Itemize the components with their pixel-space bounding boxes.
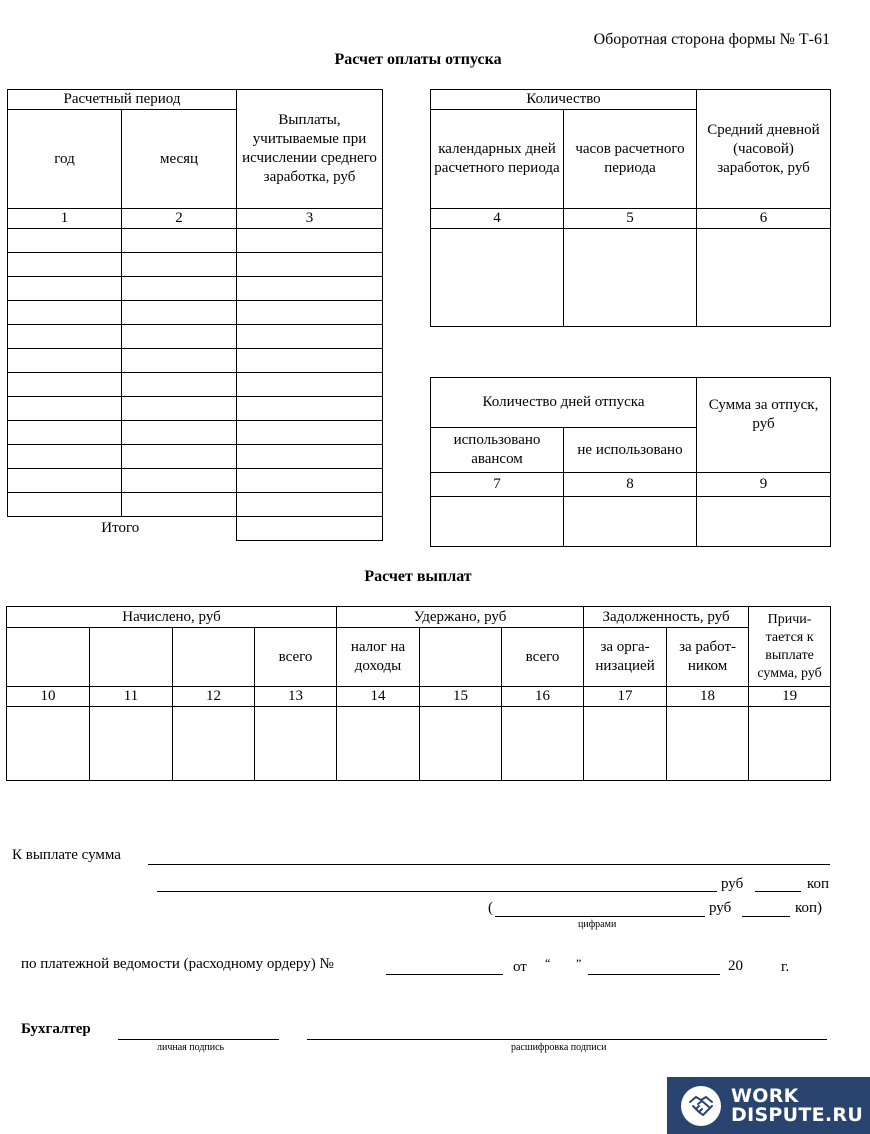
payments-sub-header <box>173 628 255 687</box>
year-cell[interactable] <box>8 469 122 493</box>
col-number: 18 <box>667 687 749 707</box>
digits-rub-label: руб <box>709 900 732 916</box>
payments-cell[interactable] <box>237 397 383 421</box>
month-cell[interactable] <box>122 445 237 469</box>
col-number: 3 <box>237 209 383 229</box>
period-row <box>8 325 383 349</box>
payments-sub-header <box>90 628 173 687</box>
payments-sub-header: всего <box>502 628 584 687</box>
period-row <box>8 229 383 253</box>
payments-cell[interactable] <box>749 707 831 781</box>
payments-sub-header: налог на доходы <box>337 628 420 687</box>
quote-close: ” <box>576 956 582 970</box>
year-cell[interactable] <box>8 493 122 517</box>
col-number: 6 <box>697 209 831 229</box>
payable-label: К выплате сумма <box>12 847 121 863</box>
form-reference: Оборотная сторона формы № Т-61 <box>593 31 830 48</box>
signature-line[interactable] <box>118 1039 279 1040</box>
payments-cell[interactable] <box>90 707 173 781</box>
payments-cell[interactable] <box>584 707 667 781</box>
logo-line-1: WORK <box>731 1084 799 1107</box>
month-cell[interactable] <box>122 277 237 301</box>
date-line[interactable] <box>588 974 720 975</box>
col-number: 12 <box>173 687 255 707</box>
year-cell[interactable] <box>8 421 122 445</box>
col-number: 17 <box>584 687 667 707</box>
payments-sub-header <box>420 628 502 687</box>
decode-caption: расшифровка подписи <box>511 1042 607 1053</box>
open-paren: ( <box>488 900 493 916</box>
payments-cell[interactable] <box>237 229 383 253</box>
statement-label: по платежной ведомости (расходному ордеру) № <box>21 956 334 972</box>
year-cell[interactable] <box>8 277 122 301</box>
month-header: месяц <box>122 110 237 209</box>
quote-open: “ <box>545 956 551 970</box>
payments-header: Выплаты, учитываемые при исчислении среднего заработка, руб <box>237 90 383 209</box>
vacation-sum-cell[interactable] <box>697 497 831 547</box>
month-cell[interactable] <box>122 421 237 445</box>
year-cell[interactable] <box>8 229 122 253</box>
payments-sub-header <box>7 628 90 687</box>
col-number: 5 <box>564 209 697 229</box>
year-header: год <box>8 110 122 209</box>
year-cell[interactable] <box>8 325 122 349</box>
payments-cell[interactable] <box>237 349 383 373</box>
col-number: 14 <box>337 687 420 707</box>
vacation-sum-header: Сумма за отпуск, руб <box>697 378 831 473</box>
payments-section-title: Расчет выплат <box>364 568 472 585</box>
year-cell[interactable] <box>8 301 122 325</box>
col-number: 16 <box>502 687 584 707</box>
col-number: 1 <box>8 209 122 229</box>
period-row <box>8 373 383 397</box>
year-suffix: г. <box>781 959 790 975</box>
digits-kop-line[interactable] <box>742 916 790 917</box>
month-cell[interactable] <box>122 325 237 349</box>
signature-decode-line[interactable] <box>307 1039 827 1040</box>
payments-cell[interactable] <box>237 373 383 397</box>
payments-cell[interactable] <box>237 445 383 469</box>
payments-cell[interactable] <box>667 707 749 781</box>
col-number: 13 <box>255 687 337 707</box>
payments-cell[interactable] <box>237 469 383 493</box>
payments-sub-header: за орга-низацией <box>584 628 667 687</box>
used-advance-header: использовано авансом <box>431 428 564 473</box>
month-cell[interactable] <box>122 253 237 277</box>
year-cell[interactable] <box>8 445 122 469</box>
payments-cell[interactable] <box>7 707 90 781</box>
average-earnings-cell[interactable] <box>697 229 831 327</box>
payments-cell[interactable] <box>237 277 383 301</box>
payments-cell[interactable] <box>237 253 383 277</box>
col-number: 15 <box>420 687 502 707</box>
period-row <box>8 277 383 301</box>
payments-cell[interactable] <box>420 707 502 781</box>
statement-number-line[interactable] <box>386 974 503 975</box>
from-label: от <box>513 959 527 975</box>
period-row <box>8 349 383 373</box>
payments-cell[interactable] <box>502 707 584 781</box>
quantity-group-header: Количество <box>431 90 697 110</box>
not-used-header: не использовано <box>564 428 697 473</box>
digits-rub-line[interactable] <box>495 916 705 917</box>
hours-header: часов расчетного периода <box>564 110 697 209</box>
payments-sub-header: всего <box>255 628 337 687</box>
period-row <box>8 421 383 445</box>
month-cell[interactable] <box>122 469 237 493</box>
calendar-days-cell[interactable] <box>431 229 564 327</box>
col-number: 4 <box>431 209 564 229</box>
payments-cell[interactable] <box>173 707 255 781</box>
rub-label: руб <box>721 876 744 892</box>
average-earnings-header: Средний дневной (часовой) заработок, руб <box>697 90 831 209</box>
payments-cell[interactable] <box>337 707 420 781</box>
logo-line-2: DISPUTE.RU <box>731 1103 864 1126</box>
month-cell[interactable] <box>122 373 237 397</box>
due-header: Причи-тается к выплате сумма, руб <box>749 607 831 687</box>
period-row <box>8 397 383 421</box>
debt-header: Задолженность, руб <box>584 607 749 628</box>
digits-kop-label: коп) <box>795 900 823 916</box>
digits-caption: цифрами <box>578 919 617 930</box>
vacation-table <box>430 377 831 547</box>
payments-cell[interactable] <box>237 421 383 445</box>
year-cell[interactable] <box>8 373 122 397</box>
col-number: 9 <box>697 473 831 497</box>
month-cell[interactable] <box>122 397 237 421</box>
handshake-icon <box>681 1086 721 1126</box>
not-used-cell[interactable] <box>564 497 697 547</box>
month-cell[interactable] <box>122 301 237 325</box>
period-row <box>8 469 383 493</box>
accountant-label: Бухгалтер <box>21 1021 91 1037</box>
period-table <box>7 89 383 541</box>
payments-cell[interactable] <box>237 325 383 349</box>
withheld-header: Удержано, руб <box>337 607 584 628</box>
period-row <box>8 253 383 277</box>
period-row <box>8 301 383 325</box>
year-prefix: 20 <box>728 958 743 974</box>
col-number: 8 <box>564 473 697 497</box>
payments-cell[interactable] <box>237 301 383 325</box>
payments-table <box>6 606 831 781</box>
month-cell[interactable] <box>122 349 237 373</box>
payments-sub-header: за работ-ником <box>667 628 749 687</box>
year-cell[interactable] <box>8 349 122 373</box>
kop-line[interactable] <box>755 891 801 892</box>
used-advance-cell[interactable] <box>431 497 564 547</box>
accrued-header: Начислено, руб <box>7 607 337 628</box>
year-cell[interactable] <box>8 253 122 277</box>
payments-cell[interactable] <box>237 493 383 517</box>
signature-caption: личная подпись <box>157 1042 225 1053</box>
period-row <box>8 493 383 517</box>
hours-cell[interactable] <box>564 229 697 327</box>
calendar-days-header: календарных дней расчетного периода <box>431 110 564 209</box>
col-number: 7 <box>431 473 564 497</box>
kop-label: коп <box>807 876 830 892</box>
page-title: Расчет оплаты отпуска <box>334 51 502 68</box>
col-number: 11 <box>90 687 173 707</box>
payable-words-line-1[interactable] <box>148 864 830 865</box>
period-group-header: Расчетный период <box>8 90 237 110</box>
month-cell[interactable] <box>122 229 237 253</box>
month-cell[interactable] <box>122 493 237 517</box>
year-cell[interactable] <box>8 397 122 421</box>
workdispute-logo <box>667 1077 870 1134</box>
payable-words-line-2[interactable] <box>157 891 717 892</box>
quantity-table <box>430 89 831 327</box>
vacation-days-group-header: Количество дней отпуска <box>431 378 697 428</box>
col-number: 10 <box>7 687 90 707</box>
period-row <box>8 445 383 469</box>
total-cell[interactable] <box>237 517 383 541</box>
col-number: 2 <box>122 209 237 229</box>
col-number: 19 <box>749 687 831 707</box>
payments-cell[interactable] <box>255 707 337 781</box>
total-label: Итого <box>8 517 237 541</box>
